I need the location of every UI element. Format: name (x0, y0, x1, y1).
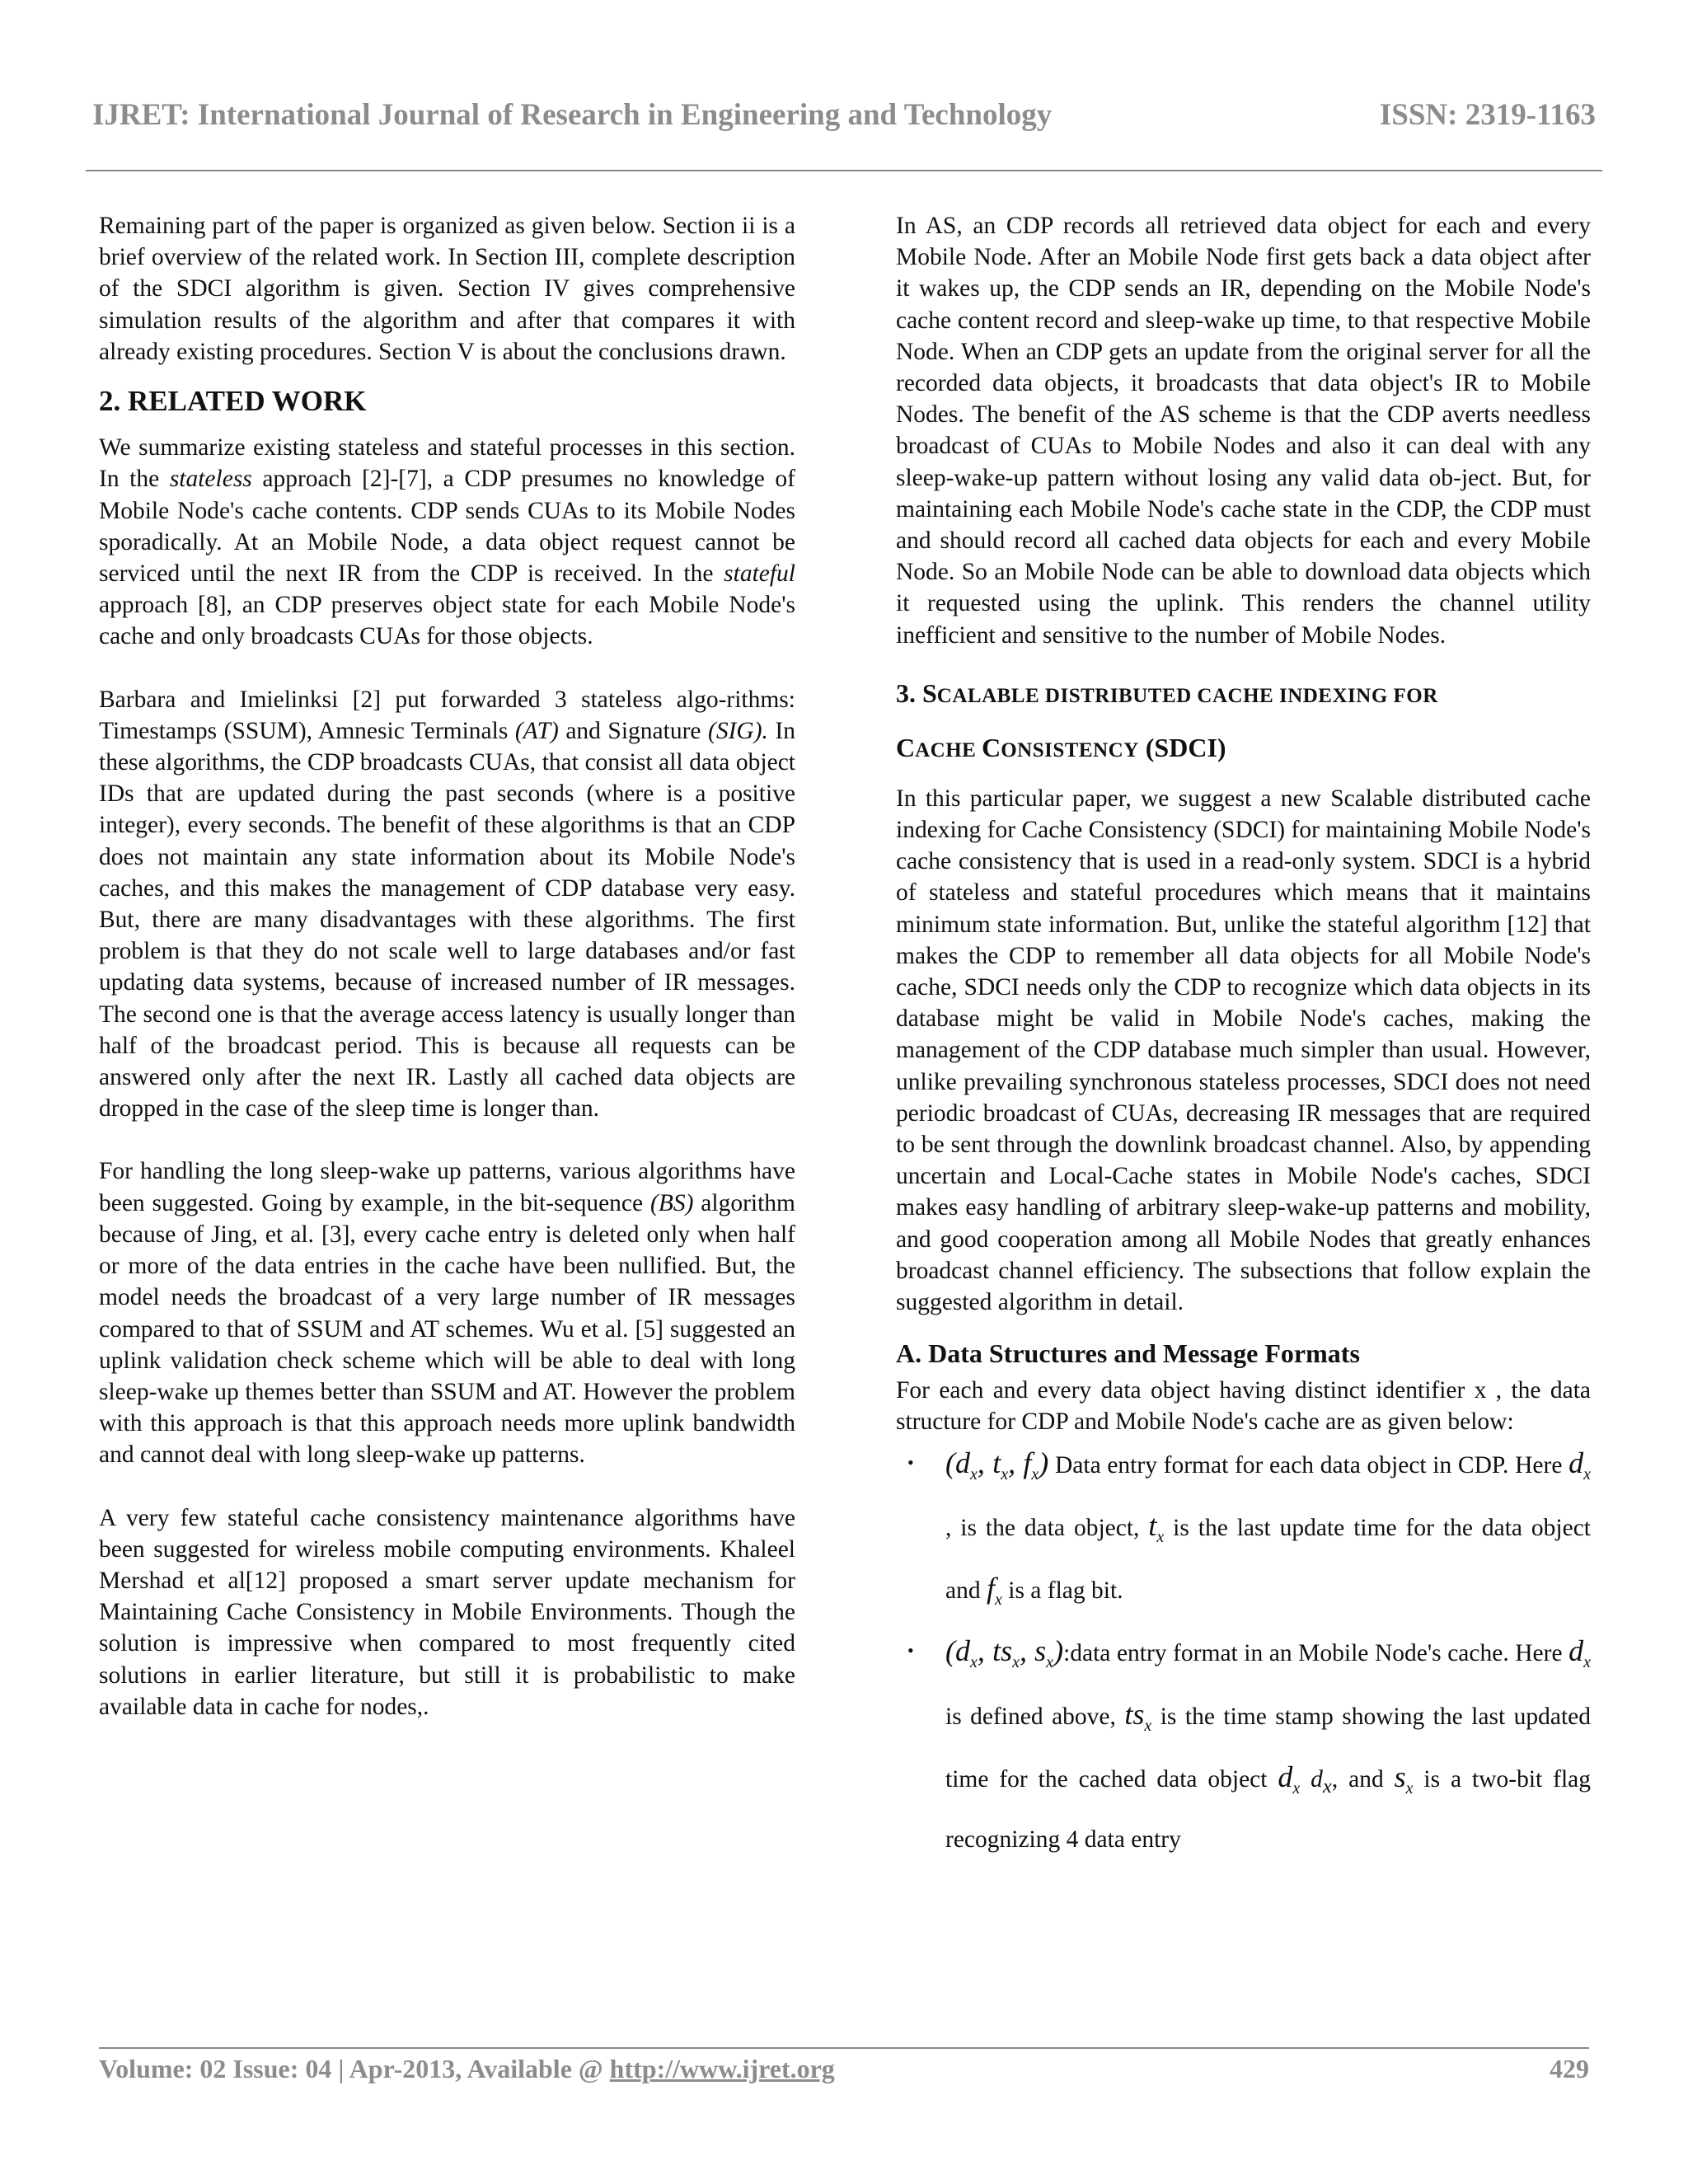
related-work-paragraph-3: For handling the long sleep-wake up patterns, various algorithms have been suggested. Going by example, in the bit-sequence (BS) algorithm because of Jing, et al. [3], every cache entry is deleted only when half or more of the data entries in the cache have been nullified. But, the model needs the broadcast of a very large number of IR messages compared to that of SSUM and AT schemes. Wu et al. [5] suggested an uplink validation check scheme which will be able to deal with long sleep-wake up themes better than SSUM and AT. However the problem with this approach is that this approach needs more uplink bandwidth and cannot deal with long sleep-wake up patterns. (99, 1158, 795, 1469)
as-paragraph: In AS, an CDP records all retrieved data object for each and every Mobile Node. After an Mobile Node first gets back a data object after it wakes up, the CDP sends an IR, depending on the Mobile Node's cache content record and sleep-wake up time, to that respective Mobile Node. When an CDP gets an update from the original server for all the recorded data objects, it broadcasts that data object's IR to Mobile Nodes. The benefit of the AS scheme is that the CDP averts needless broadcast of CUAs to Mobile Nodes and also it can deal with any sleep-wake-up pattern without losing any valid data ob-ject. But, for maintaining each Mobile Node's cache state in the CDP, the CDP must and should record all cached data objects for each and every Mobile Node. So an Mobile Node can be able to download data objects which it requested using the uplink. This renders the channel utility inefficient and sensitive to the number of Mobile Nodes. (896, 213, 1591, 649)
section-heading-related-work: 2. RELATED WORK (99, 385, 367, 418)
footer-link[interactable]: http://www.ijret.org (609, 2054, 835, 2083)
footer-rule (99, 2047, 1589, 2049)
related-work-paragraph-2: Barbara and Imielinksi [2] put forwarded 3 stateless algo-rithms: Timestamps (SSUM), Amnesic Terminals (AT) and Signature (SIG). In these algorithms, the CDP broadcasts CUAs, that consist all data object IDs that are updated during the past seconds (where is a positive integer), every seconds. The benefit of these algorithms is that an CDP does not maintain any state information about its Mobile Node's caches, and this makes the management of CDP database very easy. But, there are many disadvantages with these algorithms. The first problem is that they do not scale well to large databases and/or fast updating data systems, because of increased number of IR messages. The second one is that the average access latency is usually longer than half of the broadcast period. This is because all requests can be answered only after the next IR. Lastly all cached data objects are dropped in the case of the sleep time is longer than. (99, 686, 796, 1122)
bullet-icon: • (907, 1451, 914, 1473)
subsection-heading-data-structures: A. Data Structures and Message Formats (896, 1338, 1360, 1369)
running-footer (99, 2054, 1589, 2090)
page-number: 429 (1550, 2054, 1589, 2083)
footer-volume: Volume: 02 Issue: 04 | Apr-2013, Available @ http://www.ijret.org (99, 2054, 835, 2083)
data-structures-paragraph: For each and every data object having distinct identifier x , the data structure for CDP and Mobile Node's cache are as given below: (896, 1376, 1591, 1435)
right-column (896, 210, 1591, 1865)
bullet-cdp-entry: • ($d_x$, $t_x$, $f_x$) Data entry format for each data object in CDP. Here $d_x$ , is the data object, $t_x$ is the last update time for the data object and $f_x$ is a flag bit. (896, 1437, 1591, 1626)
left-column (99, 210, 795, 1722)
sdci-paragraph: In this particular paper, we suggest a new Scalable distributed cache indexing for Cache Consistency (SDCI) for maintaining Mobile Node's cache consistency that is used in a read-only system. SDCI is a hybrid of stateless and stateful procedures which means that it maintains minimum state information. But, unlike the stateful algorithm [12] that makes the CDP to remember all data objects for all Mobile Node's cache, SDCI needs only the CDP to recognize which data objects in its database might be valid in Mobile Node's caches, making the management of the CDP database much simpler than usual. However, unlike prevailing synchronous stateless processes, SDCI does not need periodic broadcast of CUAs, decreasing IR messages that are required to be sent through the downlink broadcast channel. Also, by appending uncertain and Local-Cache states in Mobile Node's caches, SDCI makes easy handling of arbitrary sleep-wake-up patterns and mobility, and good cooperation among all Mobile Nodes that greatly enhances broadcast channel efficiency. The subsections that follow explain the suggested algorithm in detail. (896, 785, 1591, 1316)
issn: ISSN: 2319-1163 (1379, 98, 1596, 132)
related-work-paragraph-4: A very few stateful cache consistency maintenance algorithms have been suggested for wireless mobile computing environments. Khaleel Mershad et al[12] proposed a smart server update mechanism for Maintaining Cache Consistency in Mobile Environments. Though the solution is impressive when compared to most frequently cited solutions in earlier literature, but still it is probabilistic to make available data in cache for nodes,. (99, 1504, 795, 1720)
journal-title: IJRET: International Journal of Research in Engineering and Technology (92, 98, 1053, 132)
bullet-mn-entry: • ($d_x$, $ts_x$, $s_x):data$ entry format in an Mobile Node's cache. Here $d_x$ is defined above, $ts_x$ is the time stamp showing the last updated time for the cached data object $d_x$ $d_x$, and $s_x$ is a two-bit flag recognizing 4 data entry (896, 1625, 1591, 1865)
section-heading-sdci: 3. SCALABLE DISTRIBUTED CACHE INDEXING FOR CACHE CONSISTENCY (SDCI) (896, 677, 1438, 762)
intro-paragraph: Remaining part of the paper is organized as given below. Section ii is a brief overview of the related work. In Section III, complete description of the SDCI algorithm is given. Section IV gives comprehensive simulation results of the algorithm and after that compares it with already existing procedures. Section V is about the conclusions drawn. (99, 213, 795, 365)
math-cdp-tuple: ($d_x$, $t_x$, $f_x$) (945, 1446, 1049, 1484)
bullet-icon: • (907, 1640, 914, 1661)
header-rule (86, 170, 1602, 171)
math-mn-tuple: ($d_x$, $ts_x$, $s_x$) (945, 1634, 1064, 1672)
running-header (92, 97, 1596, 147)
related-work-paragraph-1: We summarize existing stateless and stateful processes in this section. In the stateless approach [2]-[7], a CDP presumes no knowledge of Mobile Node's cache contents. CDP sends CUAs to its Mobile Nodes sporadically. At an Mobile Node, a data object request cannot be serviced until the next IR from the CDP is received. In the stateful approach [8], an CDP preserves object state for each Mobile Node's cache and only broadcasts CUAs for those objects. (99, 434, 795, 650)
